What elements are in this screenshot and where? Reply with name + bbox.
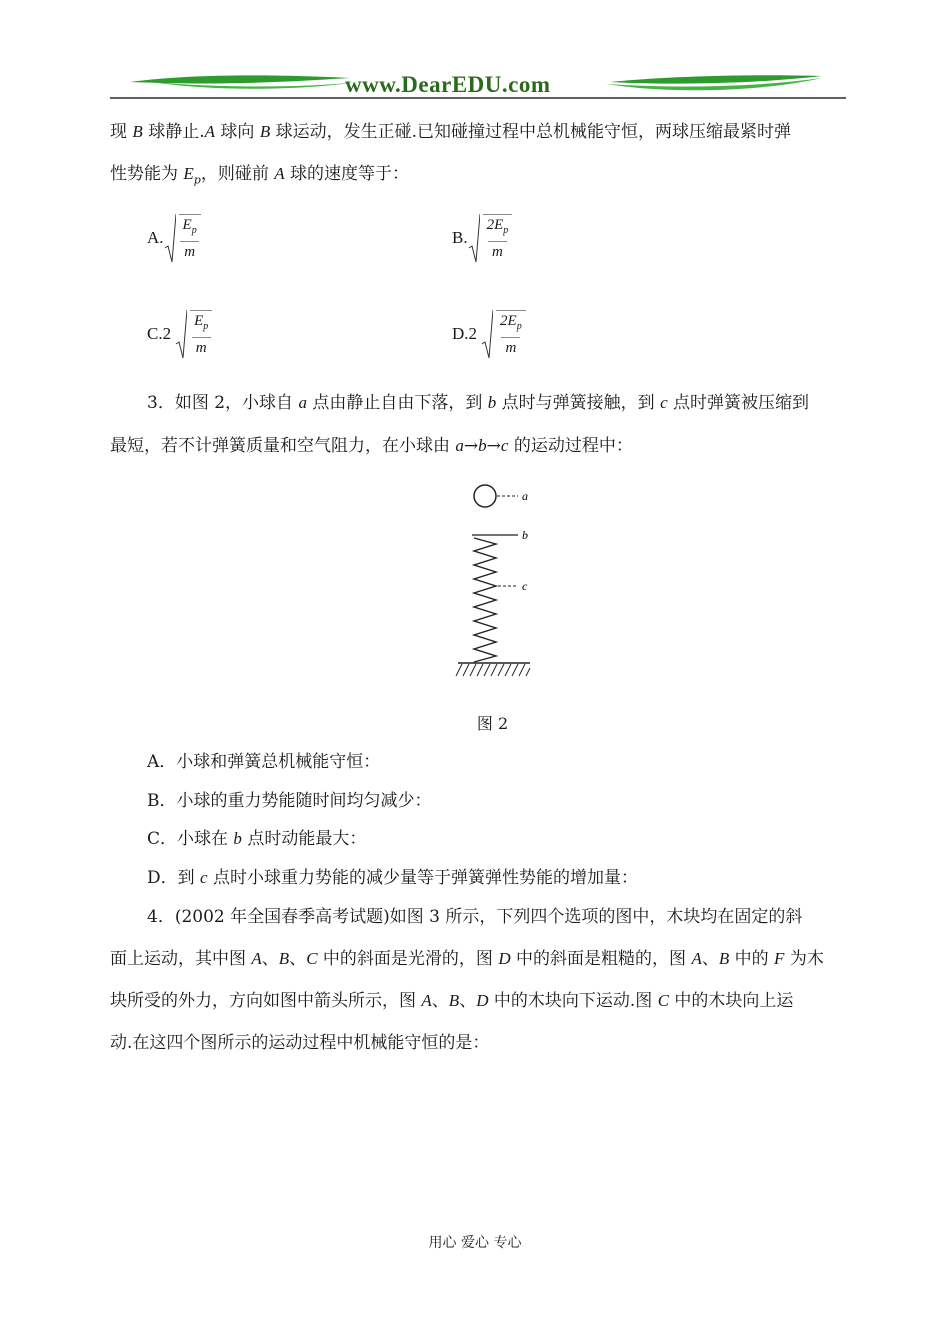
spring	[474, 538, 496, 662]
label-c: c	[522, 579, 528, 593]
radical-icon	[481, 308, 493, 360]
site-title: www.DearEDU.com	[345, 72, 551, 97]
q4-line-3: 块所受的外力，方向如图中箭头所示，图 A、B、D 中的木块向下运动.图 C 中的木块向上运	[110, 991, 794, 1011]
q4-line-4: 动.在这四个图所示的运动过程中机械能守恒的是：	[110, 1033, 490, 1053]
q3-option-d: D．到 c 点时小球重力势能的减少量等于弹簧弹性势能的增加量：	[147, 868, 638, 888]
option-a: A. $\frac{E_p}{m}$	[147, 212, 201, 264]
q3-line-2: 最短，若不计弹簧质量和空气阻力，在小球由 a→b→c 的运动过程中：	[110, 436, 633, 456]
ball	[474, 485, 496, 507]
option-d: D.2 $\frac{2E_p}{m}$	[452, 308, 526, 360]
q4-line-1: 4．(2002 年全国春季高考试题)如图 3 所示，下列四个选项的图中，木块均在固定的斜	[147, 907, 803, 927]
radical-icon	[468, 212, 480, 264]
label-b: b	[522, 528, 528, 542]
label-a: a	[522, 489, 528, 503]
q3-line-1: 3．如图 2，小球自 a 点由静止自由下落，到 b 点时与弹簧接触，到 c 点时弹簧被压缩到	[147, 393, 810, 413]
radical-icon	[164, 212, 176, 264]
option-b: B. $\frac{2E_p}{m}$	[452, 212, 512, 264]
radical-icon	[175, 308, 187, 360]
option-c: C.2 $\frac{E_p}{m}$	[147, 308, 212, 360]
figure-2-caption: 图 2	[476, 714, 509, 733]
figure-2-spring	[450, 478, 550, 684]
q3-option-b: B．小球的重力势能随时间均匀减少：	[147, 791, 432, 811]
intro-line-2: 性势能为 $E_p$，则碰前 A 球的速度等于：	[110, 164, 410, 187]
intro-line-1: 现 B 球静止.A 球向 B 球运动，发生正碰.已知碰撞过程中总机械能守恒，两球压缩最紧时弹	[110, 122, 792, 142]
page-footer: 用心 爱心 专心	[428, 1235, 522, 1251]
q4-line-2: 面上运动，其中图 A、B、C 中的斜面是光滑的，图 D 中的斜面是粗糙的，图 A、B 中的 F 为木	[110, 949, 824, 969]
q3-option-c: C．小球在 b 点时动能最大：	[147, 829, 367, 849]
q3-option-a: A．小球和弹簧总机械能守恒：	[147, 752, 381, 772]
